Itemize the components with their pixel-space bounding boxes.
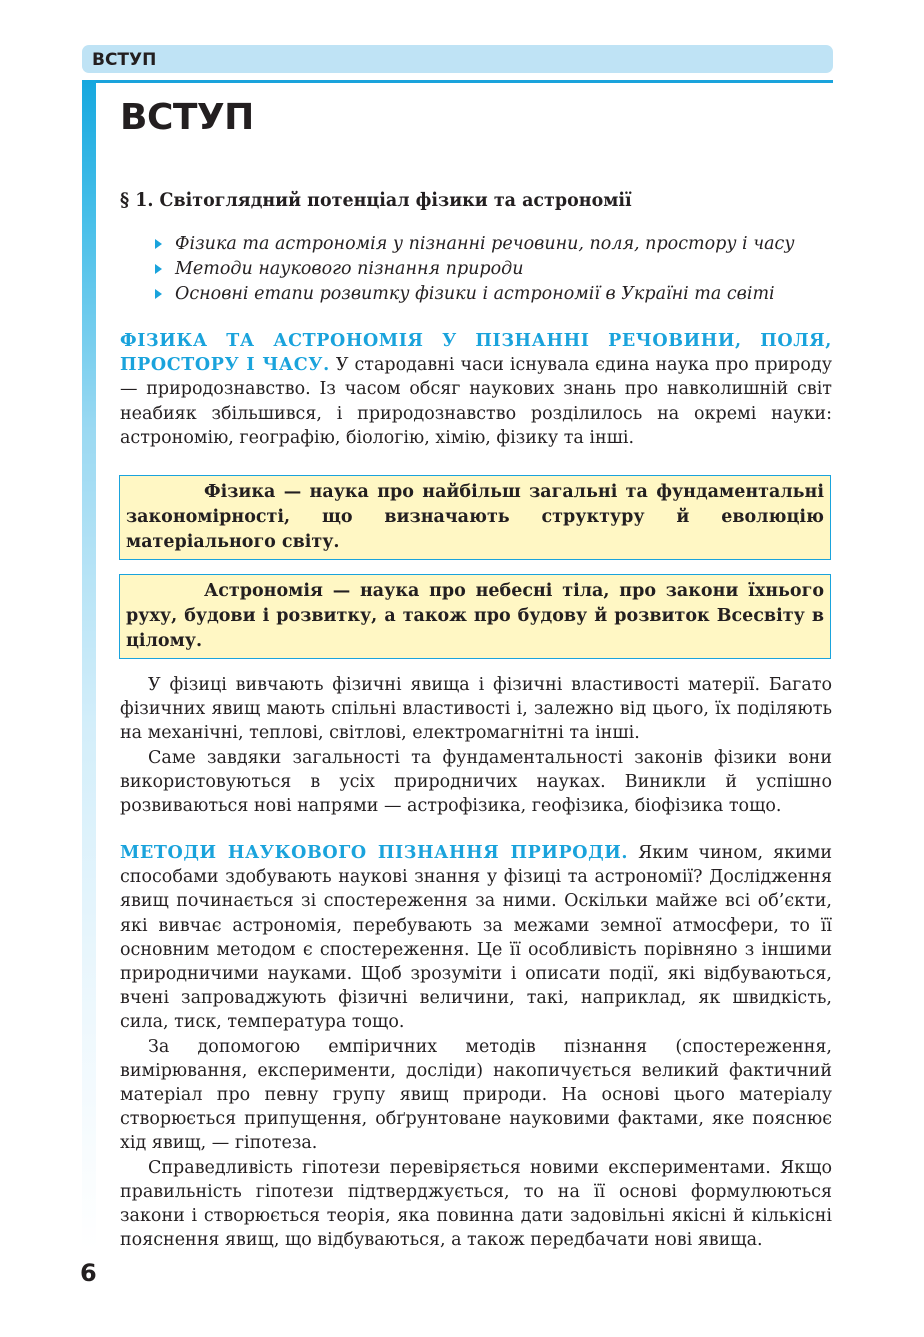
page-number: 6	[80, 1259, 97, 1287]
triangle-bullet-icon	[155, 264, 162, 274]
topic-item	[155, 282, 794, 307]
topic-list	[155, 232, 794, 307]
topic-item	[155, 232, 794, 257]
paragraph-text: Яким чином, якими способами здобувають наукові знання у фізиці та астрономії? Дослідження явищ починається зі спостереження за ними. Оскільки майже всі об’єкти, які вивчає астрономія, перебувають за межами земної атмосфери, то її основним методом є спостереження. Це її особливість порівняно з іншими природничими науками. Щоб зрозуміти і описати події, які відбуваються, вчені запроваджують фізичні величини, такі, наприклад, як швидкість, сила, тиск, температура тощо.	[120, 843, 832, 1033]
paragraph-text: За допомогою емпіричних методів пізнання (спостереження, вимірювання, експерименти, досліди) накопичується великий фактичний матеріал про певну групу явищ природи. На основі цього матеріалу створюється припущення, обґрунтоване науковими фактами, яке пояснює хід явищ, — гіпотеза.	[120, 1036, 832, 1154]
topic-item	[155, 257, 794, 282]
triangle-bullet-icon	[155, 239, 162, 249]
topic-text: Фізика та астрономія у пізнанні речовини, поля, простору і часу	[175, 234, 795, 254]
header-rule	[82, 80, 833, 83]
paragraph-text: Саме завдяки загальності та фундаментальності законів фізики вони використовуються в усіх природничих науках. Виникли й успішно розвиваються нові напрями — астрофізика, геофізика, біофізика тощо.	[120, 747, 832, 817]
definition-box-astronomy: Астрономія — наука про небесні тіла, про закони їхнього руху, будови і розвитку, а також про будову й розвиток Всесвіту в цілому.	[119, 574, 831, 659]
paragraph-text: У фізиці вивчають фізичні явища і фізичні властивості матерії. Багато фізичних явищ мають спільні властивості і, залежно від цього, їх поділяють на механічні, теплові, світлові, електромагнітні та інші.	[120, 675, 832, 744]
side-gradient-band	[82, 80, 96, 1250]
paragraph-text: Справедливість гіпотези перевіряється новими експериментами. Якщо правильність гіпотези підтверджується, то на її основі формулюються закони і створюється теорія, яка повинна дати задовільні якісні й кількісні пояснення явищ, що відбуваються, а також передбачати нові явища.	[120, 1157, 832, 1251]
topic-text: Основні етапи розвитку фізики і астрономії в Україні та світі	[175, 284, 775, 304]
page-title: ВСТУП	[120, 97, 254, 138]
running-header	[82, 45, 833, 73]
methods-paragraphs	[120, 841, 832, 1252]
section-title: § 1. Світоглядний потенціал фізики та астрономії	[120, 189, 632, 211]
physics-paragraphs	[120, 673, 832, 818]
definition-box-physics: Фізика — наука про найбільш загальні та фундаментальні закономірності, що визначають структуру й еволюцію матеріального світу.	[119, 475, 831, 560]
paragraph-lead-heading: МЕТОДИ НАУКОВОГО ПІЗНАННЯ ПРИРОДИ.	[120, 843, 629, 863]
triangle-bullet-icon	[155, 289, 162, 299]
running-header-label: ВСТУП	[92, 50, 157, 70]
intro-paragraph	[120, 329, 832, 450]
paragraph-lead-heading: ФІЗИКА ТА АСТРОНОМІЯ У ПІЗНАННІ РЕЧОВИНИ, ПОЛЯ, ПРОСТОРУ І ЧАСУ.	[120, 331, 832, 376]
paragraph-text: У стародавні часи існувала єдина наука про природу — природознавство. Із часом обсяг наукових знань про навколишній світ неабияк збільшився, і природознавство розділилось на окремі науки: астрономію, географію, біологію, хімію, фізику та інші.	[120, 355, 832, 448]
topic-text: Методи наукового пізнання природи	[175, 259, 524, 279]
